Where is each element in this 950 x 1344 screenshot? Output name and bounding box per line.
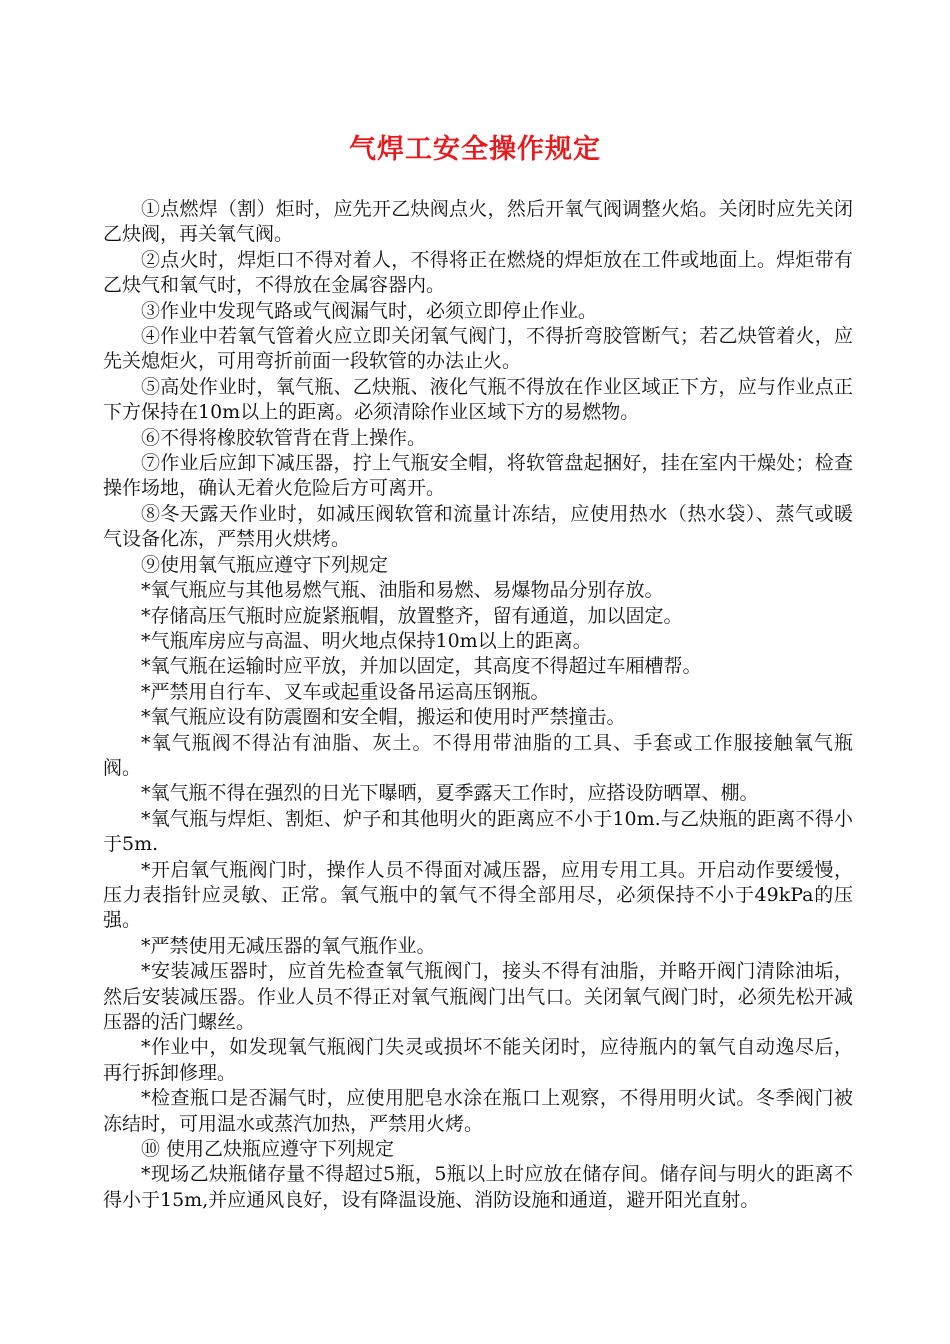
list-item: *氧气瓶不得在强烈的日光下曝晒，夏季露天工作时，应搭设防晒罩、棚。 — [141, 782, 759, 805]
list-item: *安装减压器时，应首先检查氧气瓶阀门，接头不得有油脂，并略开阀门清除油垢，然后安装减压器。作业人员不得正对氧气瓶阀门出气口。关闭氧气阀门时，必须先松开减压器的活门螺丝。 — [103, 960, 853, 1033]
paragraph: ⑤高处作业时，氧气瓶、乙炔瓶、液化气瓶不得放在作业区域正下方，应与作业点正下方保持在10m以上的距离。必须清除作业区域下方的易燃物。 — [103, 375, 853, 424]
list-item: *检查瓶口是否漏气时，应使用肥皂水涂在瓶口上观察，不得用明火试。冬季阀门被冻结时，可用温水或蒸汽加热，严禁用火烤。 — [103, 1087, 853, 1135]
list-item: *严禁使用无减压器的氧气瓶作业。 — [141, 934, 436, 957]
paragraph: ⑨使用氧气瓶应遵守下列规定 — [141, 553, 389, 576]
list-item: *氧气瓶应设有防震圈和安全帽，搬运和使用时严禁撞击。 — [141, 706, 626, 729]
list-item: *氧气瓶应与其他易燃气瓶、油脂和易燃、易爆物品分别存放。 — [141, 579, 664, 602]
paragraph: ⑩ 使用乙炔瓶应遵守下列规定 — [141, 1138, 395, 1161]
list-item: *氧气瓶在运输时应平放，并加以固定，其高度不得超过车厢槽帮。 — [141, 655, 702, 678]
document-body — [103, 197, 853, 1213]
list-item: *氧气瓶与焊炬、割炬、炉子和其他明火的距离应不小于10m.与乙炔瓶的距离不得小于5m. — [103, 807, 853, 856]
paragraph: ⑦作业后应卸下减压器，拧上气瓶安全帽，将软管盘起捆好，挂在室内干燥处；检查操作场地，确认无着火危险后方可离开。 — [103, 452, 853, 500]
list-item: *存储高压气瓶时应旋紧瓶帽，放置整齐，留有通道，加以固定。 — [141, 604, 683, 627]
list-item: *作业中，如发现氧气瓶阀门失灵或损坏不能关闭时，应待瓶内的氧气自动逸尽后，再行拆卸修理。 — [103, 1036, 853, 1084]
list-item: *氧气瓶阀不得沾有油脂、灰土。不得用带油脂的工具、手套或工作服接触氧气瓶阀。 — [103, 731, 853, 779]
document-title: 气焊工安全操作规定 — [349, 134, 601, 165]
paragraph: ①点燃焊（割）炬时，应先开乙炔阀点火，然后开氧气阀调整火焰。关闭时应先关闭乙炔阀，再关氧气阀。 — [103, 198, 853, 246]
paragraph: ⑥不得将橡胶软管背在背上操作。 — [141, 426, 427, 449]
paragraph: ⑧冬天露天作业时，如减压阀软管和流量计冻结，应使用热水（热水袋）、蒸气或暖气设备化冻，严禁用火烘烤。 — [103, 502, 853, 551]
list-item: *气瓶库房应与高温、明火地点保持10m以上的距离。 — [141, 629, 592, 652]
paragraph: ②点火时，焊炬口不得对着人，不得将正在燃烧的焊炬放在工件或地面上。焊炬带有乙炔气和氧气时，不得放在金属容器内。 — [103, 248, 853, 297]
list-item: *开启氧气瓶阀门时，操作人员不得面对减压器，应用专用工具。开启动作要缓慢，压力表指针应灵敏、正常。氧气瓶中的氧气不得全部用尽，必须保持不小于49kPa的压强。 — [103, 858, 853, 932]
paragraph: ④作业中若氧气管着火应立即关闭氧气阀门，不得折弯胶管断气；若乙炔管着火，应先关熄炬火，可用弯折前面一段软管的办法止火。 — [103, 325, 853, 373]
paragraph: ③作业中发现气路或气阀漏气时，必须立即停止作业。 — [141, 299, 598, 322]
list-item: *现场乙炔瓶储存量不得超过5瓶，5瓶以上时应放在储存间。储存间与明火的距离不得小于15m,并应通风良好，设有降温设施、消防设施和通道，避开阳光直射。 — [103, 1163, 853, 1211]
list-item: *严禁用自行车、叉车或起重设备吊运高压钢瓶。 — [141, 680, 550, 703]
